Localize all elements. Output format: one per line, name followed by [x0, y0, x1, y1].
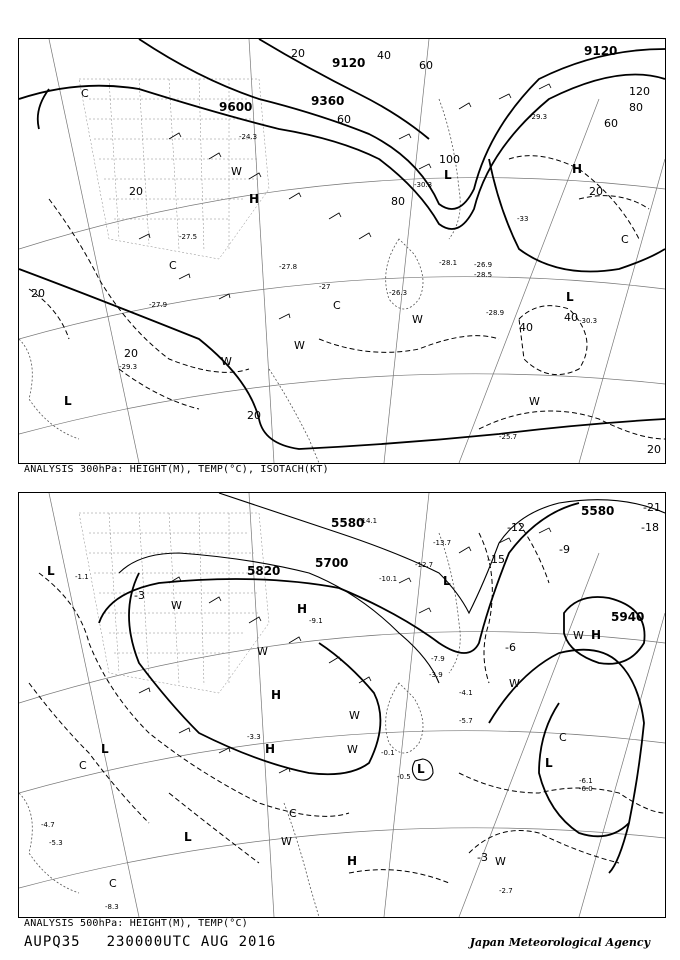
station-temp: -2.7: [499, 887, 513, 895]
station-temp: -3.9: [429, 671, 443, 679]
isotach-label: 20: [31, 287, 45, 300]
low-center: L: [566, 290, 574, 304]
low-center: L: [101, 742, 109, 756]
high-center: H: [297, 602, 308, 616]
cold-center: C: [621, 233, 629, 246]
isotach-label: 80: [391, 195, 405, 208]
station-temp: -7.9: [431, 655, 445, 663]
isotach-label: 20: [124, 347, 138, 360]
low-center: L: [444, 168, 452, 182]
centers-300: [64, 87, 629, 408]
caption-500hpa: ANALYSIS 500hPa: HEIGHT(M), TEMP(°C): [24, 918, 248, 929]
height-label: 9360: [311, 94, 345, 108]
station-temp: -29.3: [529, 113, 548, 121]
height-label: 9600: [219, 100, 253, 114]
height-contours-500: [99, 493, 665, 873]
chart-id: AUPQ35: [24, 934, 81, 950]
station-temp: -33: [517, 215, 529, 223]
station-temp: -6.0: [579, 785, 593, 793]
map-500hpa-canvas: [19, 493, 665, 917]
station-temp: -30.3: [579, 317, 598, 325]
cold-center: C: [79, 759, 87, 772]
low-center: L: [417, 762, 425, 776]
station-temps-300: [119, 113, 597, 441]
isotach-label: 20: [247, 409, 261, 422]
warm-center: W: [294, 339, 305, 352]
warm-center: W: [529, 395, 540, 408]
low-center: L: [184, 830, 192, 844]
high-center: H: [265, 742, 276, 756]
isotach-label: 40: [377, 49, 391, 62]
station-temp: -29.3: [119, 363, 138, 371]
warm-center: W: [412, 313, 423, 326]
chart-datetime: 230000UTC AUG 2016: [106, 934, 277, 950]
station-temp: -24.3: [239, 133, 258, 141]
height-label: 5940: [611, 610, 645, 624]
station-temp: -13.7: [433, 539, 452, 547]
height-label: 9120: [584, 44, 618, 58]
isotach-label: 100: [439, 153, 460, 166]
isotach-label: 120: [629, 85, 650, 98]
high-center: H: [347, 854, 358, 868]
map-300hpa: [18, 38, 666, 464]
height-label: 5820: [247, 564, 281, 578]
cold-center: C: [333, 299, 341, 312]
isotach-label: 60: [419, 59, 433, 72]
station-temp: -9.1: [309, 617, 323, 625]
station-temp: -30.3: [414, 181, 433, 189]
station-temp: -6.1: [579, 777, 593, 785]
height-label: 5700: [315, 556, 349, 570]
station-temp: -0.5: [397, 773, 411, 781]
isotherm-label: -12: [507, 521, 525, 534]
map-300hpa-canvas: [19, 39, 665, 463]
station-temp: -27: [319, 283, 331, 291]
station-temp: -28.1: [439, 259, 458, 267]
isotach-label: 60: [604, 117, 618, 130]
station-temp: -4.7: [41, 821, 55, 829]
station-temp: -12.7: [415, 561, 434, 569]
low-center: L: [443, 574, 451, 588]
low-center: L: [64, 394, 72, 408]
station-temp: -4.1: [459, 689, 473, 697]
isotherm-label: -21: [643, 501, 661, 514]
coastline: [19, 99, 460, 463]
high-center: H: [249, 192, 260, 206]
isotach-label: 20: [589, 185, 603, 198]
warm-center: W: [347, 743, 358, 756]
height-label: 5580: [581, 504, 615, 518]
coastline: [19, 533, 460, 917]
low-center: L: [47, 564, 55, 578]
isotherm-label: -9: [559, 543, 570, 556]
station-temp: -27.5: [179, 233, 198, 241]
isotach-label: 20: [647, 443, 661, 456]
isotach-label: 20: [291, 47, 305, 60]
station-temp: -28.9: [486, 309, 505, 317]
cold-center: C: [109, 877, 117, 890]
warm-center: W: [349, 709, 360, 722]
isotherm-label: -3: [134, 589, 145, 602]
isotach-label: 40: [519, 321, 533, 334]
chart-identifier: [24, 934, 276, 950]
isotach-label: 60: [337, 113, 351, 126]
warm-center: W: [257, 645, 268, 658]
cold-center: C: [289, 807, 297, 820]
cold-center: C: [81, 87, 89, 100]
station-temp: -27.8: [279, 263, 298, 271]
warm-center: W: [281, 835, 292, 848]
high-center: H: [271, 688, 282, 702]
isotach-labels-300: [31, 47, 661, 456]
isotach-label: 80: [629, 101, 643, 114]
warm-center: W: [221, 355, 232, 368]
isotach-label: 40: [564, 311, 578, 324]
warm-center: W: [171, 599, 182, 612]
station-temp: -3.3: [247, 733, 261, 741]
isotherm-labels-500: [134, 501, 661, 864]
cold-center: C: [169, 259, 177, 272]
warm-center: W: [509, 677, 520, 690]
caption-300hpa: ANALYSIS 300hPa: HEIGHT(M), TEMP(°C), ISOTACH(KT): [24, 464, 329, 475]
station-temp: -10.1: [379, 575, 398, 583]
low-center: L: [545, 756, 553, 770]
isotherm-label: -15: [487, 553, 505, 566]
isotherm-label: -18: [641, 521, 659, 534]
station-temp: -5.7: [459, 717, 473, 725]
station-temp: -26.3: [389, 289, 408, 297]
station-temp: -27.9: [149, 301, 168, 309]
station-temp: -25.7: [499, 433, 518, 441]
cold-center: C: [559, 731, 567, 744]
station-temp: -28.5: [474, 271, 493, 279]
high-center: H: [572, 162, 583, 176]
isotherm-label: -3: [477, 851, 488, 864]
height-label: 9120: [332, 56, 366, 70]
station-temp: -5.3: [49, 839, 63, 847]
station-temp: -8.3: [105, 903, 119, 911]
centers-500: [47, 564, 601, 890]
map-500hpa: [18, 492, 666, 918]
isotherm-label: -6: [505, 641, 516, 654]
warm-center: W: [573, 629, 584, 642]
height-label: 5580: [331, 516, 365, 530]
isotherms-500: [29, 523, 665, 883]
station-temp: -26.9: [474, 261, 493, 269]
station-temp: -14.1: [359, 517, 378, 525]
warm-center: W: [231, 165, 242, 178]
station-temp: -0.1: [381, 749, 395, 757]
warm-center: W: [495, 855, 506, 868]
high-center: H: [591, 628, 602, 642]
agency-name: Japan Meteorological Agency: [469, 936, 650, 949]
isotach-label: 20: [129, 185, 143, 198]
station-temp: -1.1: [75, 573, 89, 581]
